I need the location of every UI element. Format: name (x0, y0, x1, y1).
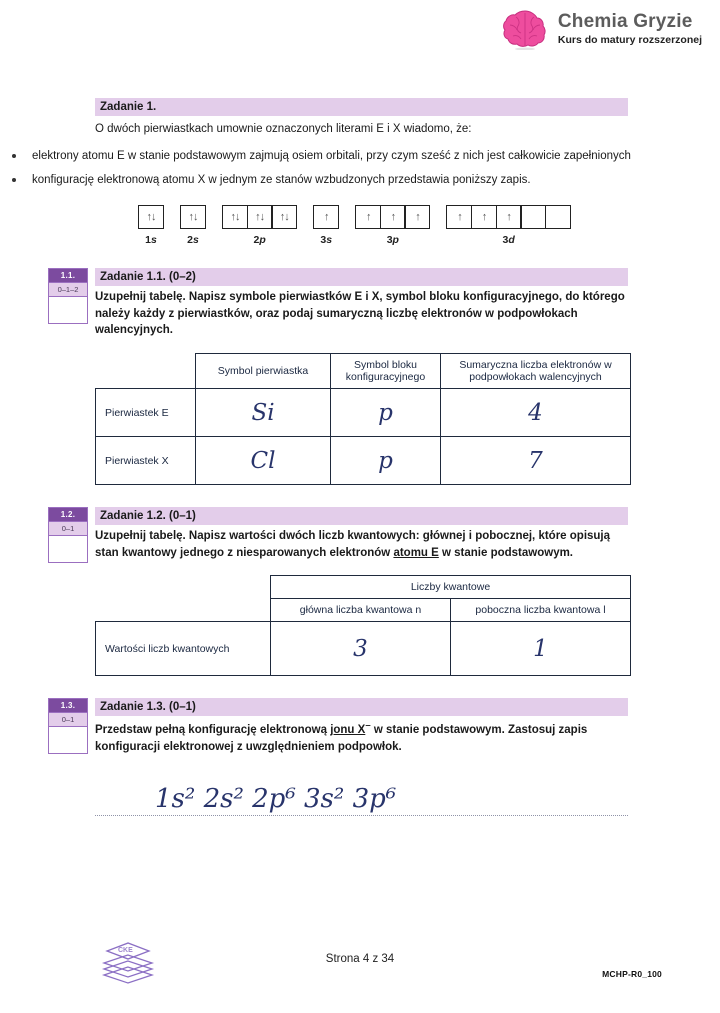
svg-text:CKE: CKE (118, 947, 133, 954)
task-1-3-text (95, 716, 635, 755)
table-row (96, 622, 631, 676)
table-header-poboczna: poboczna liczba kwantowa l (451, 599, 631, 622)
page-number-label: Strona 4 z 34 (325, 953, 395, 965)
answer-cell-glowna[interactable]: 3 (271, 622, 451, 676)
table-row (96, 389, 631, 437)
orbital-boxes (180, 205, 206, 229)
score-box-points: 0–1 (49, 712, 87, 727)
score-box-1-2[interactable] (48, 507, 88, 563)
task-1-2-text-before: Uzupełnij tabelę. Napisz wartości dwóch liczb kwantowych: głównej i pobocznej, które opisują stan kwantowy jednego z niesparowanych elektronów (95, 530, 611, 559)
orbital-group-2p (222, 205, 297, 246)
orbital-label: 2s (187, 234, 199, 247)
orbital-boxes (222, 205, 297, 229)
answer-cell-e-symbol[interactable]: Si (196, 389, 331, 437)
task-1-3-heading: Zadanie 1.3. (0–1) (95, 698, 628, 716)
score-box-number: 1.2. (49, 508, 87, 521)
orbital-label: 3p (386, 234, 399, 247)
list-item: elektrony atomu E w stanie podstawowym zajmują osiem orbitali, przy czym sześć z nich jest całkowicie zapełnionych (0, 148, 720, 165)
orbital-box: ↑↓ (138, 205, 164, 229)
table-header-row-group (96, 576, 631, 599)
orbital-label: 3s (320, 234, 333, 247)
answer-cell-e-blok[interactable]: p (331, 389, 441, 437)
task-1-1-text: Uzupełnij tabelę. Napisz symbole pierwiastków E i X, symbol bloku konfiguracyjnego, do którego należy każdy z pierwiastków, oraz podaj sumaryczną liczbę elektronów w podpowłokach walencyjnych. (95, 291, 625, 337)
document-code: MCHP-R0_100 (602, 969, 662, 979)
orbital-boxes (138, 205, 164, 229)
orbital-box: ↑ (313, 205, 339, 229)
task-1-1 (0, 268, 720, 485)
answer-dotted-line (95, 815, 628, 816)
table-header-row (96, 354, 631, 389)
score-box-entry[interactable] (49, 297, 87, 323)
table-corner-cell (96, 354, 196, 389)
task-1-1-table (95, 353, 631, 485)
orbital-box: ↑ (496, 205, 522, 229)
task-1-2-text-underlined: atomu E (393, 546, 439, 559)
score-box-entry[interactable] (49, 536, 87, 562)
exam-sheet (0, 98, 720, 824)
score-box-1-3[interactable] (48, 698, 88, 754)
task-1-lead: O dwóch pierwiastkach umownie oznaczonych literami E i X wiadomo, że: (95, 123, 472, 135)
brand-header (502, 8, 702, 50)
orbital-box: ↑↓ (271, 205, 297, 229)
orbital-box (545, 205, 571, 229)
brand-text-block (558, 12, 702, 46)
orbital-box: ↑ (404, 205, 430, 229)
score-box-entry[interactable] (49, 727, 87, 753)
table-header-symbol-pierwiastka: Symbol pierwiastka (196, 354, 331, 389)
table-corner-cell (96, 576, 271, 622)
orbital-boxes (313, 205, 339, 229)
answer-cell-poboczna[interactable]: 1 (451, 622, 631, 676)
task-1-1-heading: Zadanie 1.1. (0–2) (95, 268, 628, 286)
task-1-2-heading: Zadanie 1.2. (0–1) (95, 507, 628, 525)
row-label-pierwiastek-x: Pierwiastek X (96, 437, 196, 485)
answer-cell-e-elektrony[interactable]: 4 (441, 389, 631, 437)
orbital-group-3d (446, 205, 570, 246)
table-header-sumaryczna-liczba: Sumaryczna liczba elektronów w podpowłokach walencyjnych (441, 354, 631, 389)
page-footer (0, 939, 720, 999)
orbital-group-1s (138, 205, 164, 246)
brand-title: Chemia Gryzie (557, 11, 693, 33)
score-box-number: 1.3. (49, 699, 87, 712)
row-label-pierwiastek-e: Pierwiastek E (96, 389, 196, 437)
task-1-3-text-underlined: jonu X (330, 724, 366, 737)
orbital-label: 1s (145, 234, 157, 247)
score-box-points: 0–1–2 (49, 282, 87, 297)
orbital-box: ↑ (471, 205, 497, 229)
task-1-3 (0, 698, 720, 823)
handwritten-answer-configuration[interactable]: 1s² 2s² 2p⁶ 3s² 3p⁶ (155, 783, 397, 814)
orbital-box: ↑ (446, 205, 472, 229)
task-1-2-table (95, 575, 631, 676)
orbital-label: 3d (502, 234, 515, 247)
table-group-header-liczby-kwantowe: Liczby kwantowe (271, 576, 631, 599)
table-header-symbol-bloku: Symbol bloku konfiguracyjnego (331, 354, 441, 389)
orbital-diagram (138, 205, 720, 246)
orbital-boxes (355, 205, 430, 229)
orbital-box: ↑↓ (247, 205, 273, 229)
score-box-number: 1.1. (49, 269, 87, 282)
answer-cell-x-blok[interactable]: p (331, 437, 441, 485)
task-1-2 (0, 507, 720, 676)
orbital-box: ↑↓ (180, 205, 206, 229)
row-label-wartosci: Wartości liczb kwantowych (96, 622, 271, 676)
orbital-box (520, 205, 546, 229)
task-1-2-text-after: w stanie podstawowym. (438, 546, 574, 559)
task-1-3-text-superscript: – (365, 720, 371, 732)
score-box-1-1[interactable] (48, 268, 88, 324)
orbital-label: 2p (253, 234, 266, 247)
task-1-2-text (95, 525, 635, 561)
list-item: konfigurację elektronową atomu X w jednym ze stanów wzbudzonych przedstawia poniższy zapis. (0, 172, 720, 189)
answer-cell-x-elektrony[interactable]: 7 (441, 437, 631, 485)
brand-subtitle: Kurs do matury rozszerzonej (557, 33, 702, 46)
brain-icon (502, 8, 548, 50)
table-row (96, 437, 631, 485)
score-box-points: 0–1 (49, 521, 87, 536)
orbital-box: ↑ (380, 205, 406, 229)
task-1-heading: Zadanie 1. (95, 98, 628, 116)
orbital-boxes (446, 205, 570, 229)
task-1-3-answer-area[interactable] (95, 764, 628, 824)
task-1-bullet-list (0, 148, 720, 189)
task-1-3-text-before: Przedstaw pełną konfigurację elektronową (95, 724, 331, 737)
table-header-glowna: główna liczba kwantowa n (271, 599, 451, 622)
orbital-group-2s (180, 205, 206, 246)
orbital-group-3p (355, 205, 430, 246)
answer-cell-x-symbol[interactable]: Cl (196, 437, 331, 485)
orbital-box: ↑↓ (222, 205, 248, 229)
orbital-group-3s (313, 205, 339, 246)
orbital-box: ↑ (355, 205, 381, 229)
task-1-3-text-after: w stanie podstawowym. Zastosuj zapis konfiguracji elektronowej z uwzględnieniem podpowłok. (95, 724, 588, 753)
